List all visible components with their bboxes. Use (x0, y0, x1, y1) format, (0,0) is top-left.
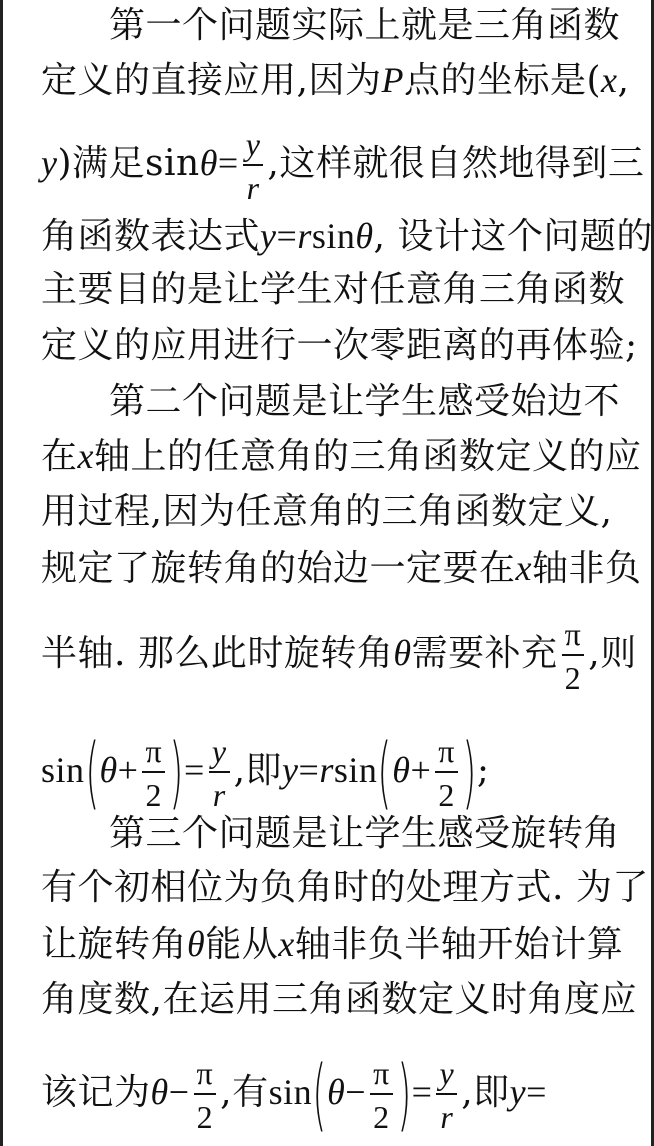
left-paren: ( (312, 1050, 327, 1140)
paragraph-3-line-2: 有个初相位为负角时的处理方式. 为了 (41, 867, 649, 908)
left-paren: ( (377, 728, 392, 818)
paragraph-2-line-5: 半轴. 那么此时旋转角θ需要补充 $\frac{\pi}{2}$ ,则 (41, 616, 637, 696)
fraction-pi-over-2: $\frac{\pi}{2}$ (435, 735, 458, 811)
paragraph-1-line-1: 第一个问题实际上就是三角函数 (109, 5, 621, 46)
fraction-pi-over-2: $\frac{\pi}{2}$ (562, 618, 585, 694)
paragraph-1-line-6: 定义的应用进行一次零距离的再体验; (41, 325, 638, 366)
right-paren: ) (397, 1050, 412, 1140)
paragraph-1-line-4: 角函数表达式y=rsinθ, 设计这个问题的 (41, 216, 653, 257)
paragraph-2-line-4: 规定了旋转角的始边一定要在x轴非负 (41, 548, 642, 589)
right-paren: ) (169, 728, 184, 818)
paragraph-2-line-2: 在x轴上的任意角的三角函数定义的应 (41, 436, 642, 477)
fraction-y-over-r: $\frac{y}{r}$ (209, 735, 230, 811)
left-paren: ( (85, 728, 99, 818)
fraction-pi-over-2: $\frac{\pi}{2}$ (142, 735, 165, 811)
paragraph-2-line-3: 用过程,因为任意角的三角函数定义, (41, 491, 613, 532)
fraction-pi-over-2: $\frac{\pi}{2}$ (194, 1057, 217, 1133)
fraction-y-over-r: $\frac{y}{r}$ (243, 128, 264, 204)
paragraph-1-line-3: y)满足sinθ= $\frac{y}{r}$ ,这样就很自然地得到三 (41, 126, 645, 206)
fraction-pi-over-2: $\frac{\pi}{2}$ (370, 1057, 393, 1133)
paragraph-3-line-4: 角度数,在运用三角函数定义时角度应 (41, 979, 637, 1020)
paragraph-1-line-5: 主要目的是让学生对任意角三角函数 (41, 269, 626, 310)
paragraph-1-line-2: 定义的直接应用,因为P点的坐标是(x, (41, 60, 630, 101)
paragraph-3-line-1: 第三个问题是让学生感受旋转角 (109, 813, 621, 854)
paragraph-3-line-5: 该记为θ− $\frac{\pi}{2}$ ,有sin(θ− $\frac{\pi}{2}$ )= $\frac{y}{r}$ ,即y= (41, 1050, 547, 1140)
fraction-y-over-r: $\frac{y}{r}$ (436, 1057, 457, 1133)
right-paren: ) (462, 728, 477, 818)
paragraph-3-line-3: 让旋转角θ能从x轴非负半轴开始计算 (41, 924, 624, 965)
paragraph-2-line-1: 第二个问题是让学生感受始边不 (109, 381, 621, 422)
formula-line-sin-plus: sin(θ+ $\frac{\pi}{2}$ )= $\frac{y}{r}$ ,即y=rsin(θ+ $\frac{\pi}{2}$ ); (41, 728, 490, 818)
